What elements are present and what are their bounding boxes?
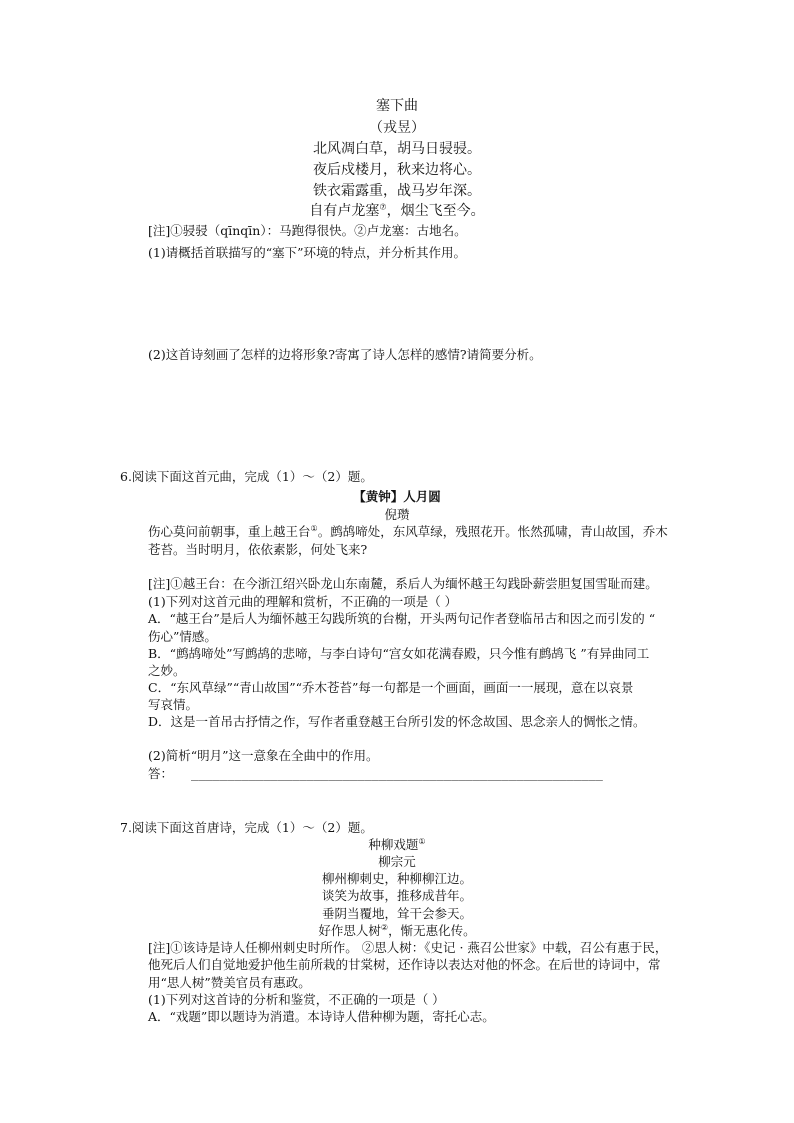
q7-line-4-b: ，惭无惠化传。	[388, 923, 476, 938]
question-1: (1)请概括首联描写的“塞下”环境的特点，并分析其作用。	[148, 245, 466, 260]
q7-author: 柳宗元	[378, 854, 416, 869]
q7-option-a: A．“戏题”即以题诗为消遣。本诗诗人借种柳为题，寄托心志。	[148, 1009, 495, 1024]
q6-option-d: D．这是一首吊古抒情之作，写作者重登越王台所引发的怀念故国、思念亲人的惆怅之情。	[148, 714, 646, 729]
q6-note: [注]①越王台：在今浙江绍兴卧龙山东南麓，系后人为缅怀越王勾践卧薪尝胆复国雪耻而建。	[148, 576, 658, 591]
q6-option-c-2: 写哀情。	[148, 697, 199, 712]
poem-line-4	[0, 201, 794, 221]
q7-title-text: 种柳戏题	[368, 837, 419, 852]
q6-text-2: 苍苔。当时明月，依依素影，何处飞来?	[148, 542, 368, 557]
footnote-mark: ①	[418, 836, 426, 846]
q6-text-1-b: 。鹧鸪啼处，东风草绿，残照花开。怅然孤啸，青山故国，乔木	[317, 524, 668, 539]
q6-text-1-a: 伤心莫问前朝事，重上越王台	[148, 524, 311, 539]
q6-option-b-1: B．“鹧鸪啼处”写鹧鸪的悲啼，与李白诗句“宫女如花满春殿，只今惟有鹧鸪飞 ”有异曲同工	[148, 646, 650, 661]
q6-author: 倪瓒	[384, 507, 410, 522]
q6-option-a-1: A．“越王台”是后人为缅怀越王勾践所筑的台榭，开头两句记作者登临吊古和因之而引发的 “	[148, 611, 656, 626]
answer-line[interactable]: _________________________________________________________	[191, 767, 603, 781]
question-2: (2)这首诗刻画了怎样的边将形象?寄寓了诗人怎样的感情?请简要分析。	[148, 347, 542, 362]
poem-line-4-a: 自有卢龙塞	[309, 203, 380, 219]
poem-line-2: 夜后戍楼月，秋来边将心。	[313, 162, 481, 178]
q6-stem: 6.阅读下面这首元曲，完成（1）～（2）题。	[120, 469, 373, 484]
q7-sub-1: (1)下列对这首诗的分析和鉴赏，不正确的一项是（ ）	[148, 992, 445, 1007]
q7-line-4-a: 好作思人树	[318, 923, 381, 938]
q7-note-1: [注]①该诗是诗人任柳州刺史时所作。 ②思人树：《史记 · 燕召公世家》中载，召公有惠于民，	[148, 940, 668, 955]
poem-author: （戎昱）	[369, 120, 425, 136]
q7-stem: 7.阅读下面这首唐诗，完成（1）～（2）题。	[120, 820, 373, 835]
q6-answer	[148, 764, 603, 784]
poem-line-1: 北风凋白草，胡马日骎骎。	[313, 141, 481, 157]
answer-label: 答：	[148, 766, 174, 781]
poem-line-3: 铁衣霜露重，战马岁年深。	[313, 183, 481, 199]
poem-title: 塞下曲	[376, 98, 418, 114]
poem-line-4-b: ，烟尘飞至今。	[386, 203, 485, 219]
q6-sub-1: (1)下列对这首元曲的理解和赏析，不正确的一项是（ ）	[148, 594, 458, 609]
q6-option-b-2: 之妙。	[148, 663, 186, 678]
q7-note-2: 他死后人们自觉地爱护他生前所栽的甘棠树，还作诗以表达对他的怀念。在后世的诗词中，常	[148, 957, 661, 972]
poem-note: [注]①骎骎（qīnqīn）：马跑得很快。②卢龙塞：古地名。	[148, 223, 467, 238]
q7-line-1: 柳州柳刺史，种柳柳江边。	[321, 871, 472, 886]
q6-text-1	[148, 522, 668, 542]
q7-line-3: 垂阴当覆地，耸干会参天。	[321, 906, 472, 921]
footnote-mark: ①	[310, 523, 318, 533]
q6-option-a-2: 伤心”情感。	[148, 629, 217, 644]
q6-sub-2: (2)简析“明月”这一意象在全曲中的作用。	[148, 748, 379, 763]
q7-line-2: 谈笑为故事，推移成昔年。	[321, 888, 472, 903]
q7-note-3: 用“思人树”赞美官员有惠政。	[148, 975, 311, 990]
footnote-mark: ⑦	[379, 202, 387, 212]
q6-title: 【黄钟】人月圆	[353, 489, 441, 504]
footnote-mark: ②	[380, 922, 389, 932]
q6-option-c-1: C．“东风草绿”“青山故国”“乔木苍苔”每一句都是一个画面，画面一一展现，意在以哀景	[148, 680, 634, 695]
